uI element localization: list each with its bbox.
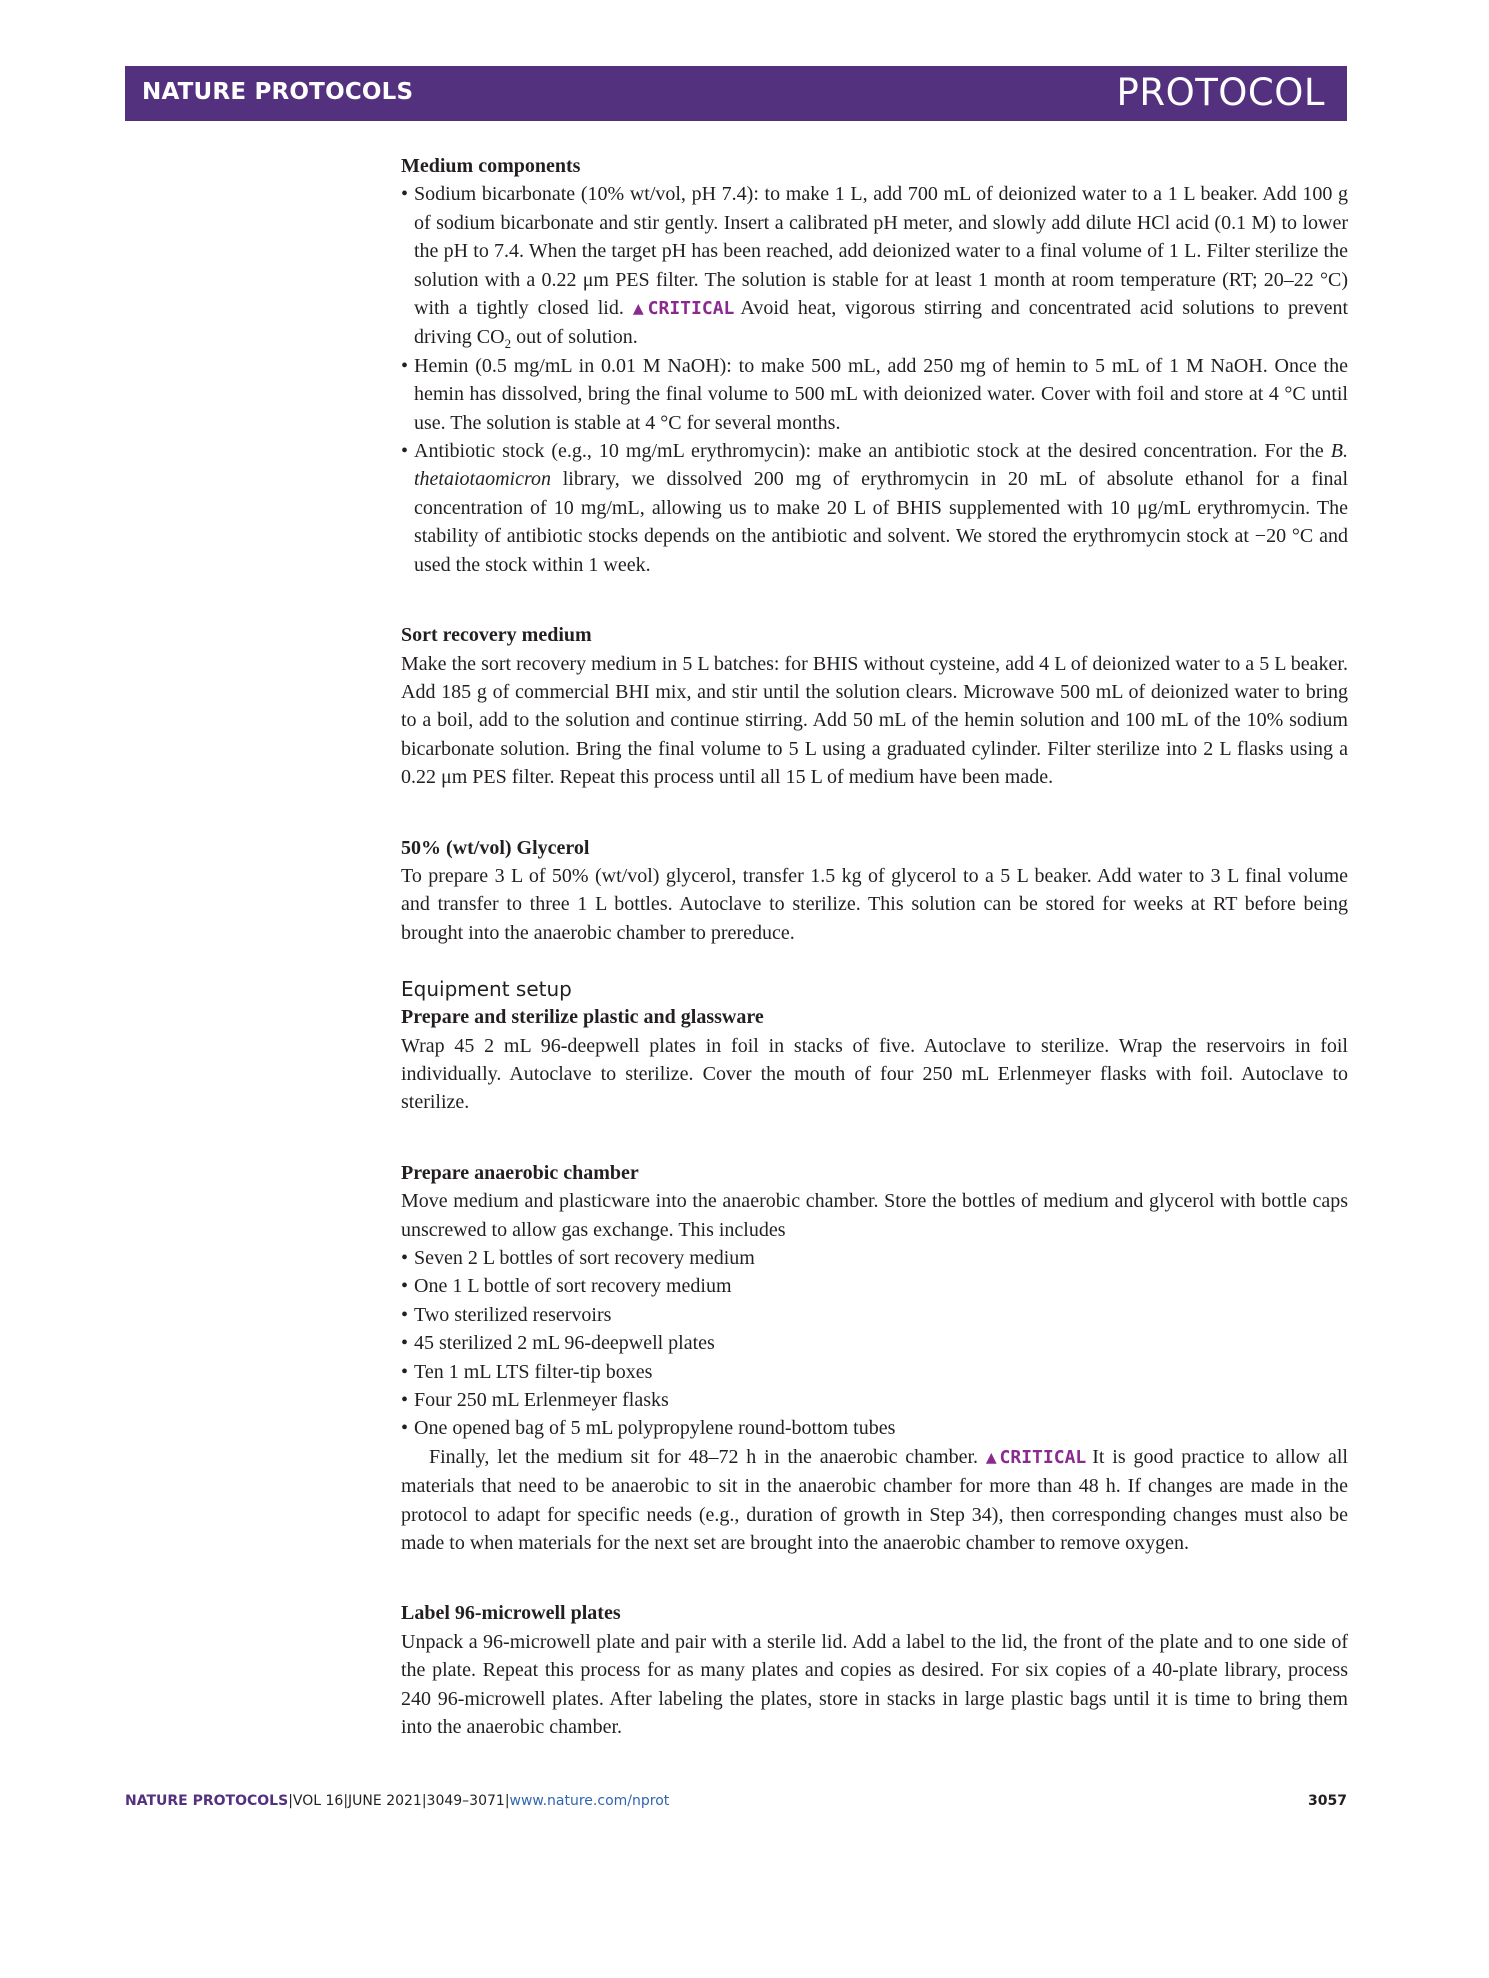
item-text: Seven 2 L bottles of sort recovery medium <box>414 1247 755 1269</box>
item-text: Hemin (0.5 mg/mL in 0.01 M NaOH): to make 500 mL, add 250 mg of hemin to 5 mL of 1 M NaOH. Once the hemin has dissolved, bring the final volume to 500 mL with deionized water. Cover with foil and store at 4 °C until use. The solution is stable at 4 °C for several months. <box>414 354 1348 434</box>
footer-separator: | <box>343 1793 349 1809</box>
glycerol-heading: 50% (wt/vol) Glycerol <box>401 836 590 859</box>
list-item <box>401 1272 1348 1300</box>
footer-separator: | <box>288 1793 293 1809</box>
bullet-icon: • <box>401 1303 409 1326</box>
item-text: Sodium bicarbonate (10% wt/vol, pH 7.4): to make 1 L, add 700 mL of deionized water to a 1 L beaker. Add 100 g of sodium bicarbonate and stir gently. Insert a calibrated pH meter, and slowly add dilute HCl acid (0.1 M) to lower the pH to 7.4. When the target pH has been reached, add deionized water to a final volume of 1 L. Filter sterilize the solution with a 0.22 μm PES filter. The solution is stable for at least 1 month at room temperature (RT; 20–22 °C) with a tightly closed lid. <box>414 183 1348 320</box>
item-text: One 1 L bottle of sort recovery medium <box>414 1275 732 1298</box>
sort-recovery-text: Make the sort recovery medium in 5 L batches: for BHIS without cysteine, add 4 L of deionized water to a 5 L beaker. Add 185 g of commercial BHI mix, and stir until the solution clears. Microwave 500 mL of deionized water to bring to a boil, add to the solution and continue stirring. Add 50 mL of the hemin solution and 100 mL of the 10% sodium bicarbonate solution. Bring the final volume to 5 L using a graduated cylinder. Filter sterilize into 2 L flasks using a 0.22 μm PES filter. Repeat this process until all 15 L of medium have been made. <box>401 652 1348 789</box>
page-number: 3057 <box>1308 1793 1347 1809</box>
article-type: PROTOCOL <box>1116 71 1325 114</box>
bullet-icon: • <box>401 1275 409 1298</box>
list-item <box>401 1301 1348 1329</box>
bullet-icon: • <box>401 354 409 377</box>
sort-recovery-heading: Sort recovery medium <box>401 624 592 647</box>
glycerol-text: To prepare 3 L of 50% (wt/vol) glycerol, transfer 1.5 kg of glycerol to a 5 L beaker. Add water to 3 L final volume and transfer to three 1 L bottles. Autoclave to sterilize. This solution can be stored for weeks at RT before being brought into the anaerobic chamber to prereduce. <box>401 864 1348 944</box>
subscript: 2 <box>504 336 512 352</box>
critical-text-end: out of solution. <box>511 326 638 349</box>
item-text: Four 250 mL Erlenmeyer flasks <box>414 1389 669 1412</box>
bullet-icon: • <box>401 1247 409 1269</box>
medium-components-list <box>401 180 1348 579</box>
bullet-icon: • <box>401 440 409 463</box>
footer-separator: | <box>421 1793 427 1809</box>
list-item <box>401 1329 1348 1357</box>
page-footer <box>125 1793 1347 1809</box>
anaerobic-chamber-heading: Prepare anaerobic chamber <box>401 1161 639 1184</box>
item-text: One opened bag of 5 mL polypropylene round-bottom tubes <box>414 1417 896 1440</box>
list-item <box>401 437 1348 579</box>
plastic-glassware-heading: Prepare and sterilize plastic and glassware <box>401 1006 764 1029</box>
chamber-final-paragraph <box>401 1443 1348 1558</box>
list-item <box>401 1414 1348 1442</box>
journal-header-banner <box>125 66 1347 121</box>
list-item <box>401 1244 1348 1272</box>
anaerobic-chamber-text: Move medium and plasticware into the anaerobic chamber. Store the bottles of medium and glycerol with bottle caps unscrewed to allow gas exchange. This includes <box>401 1190 1348 1241</box>
footer-volume: VOL 16 <box>292 1793 344 1809</box>
final-text: Finally, let the medium sit for 48–72 h in the anaerobic chamber. <box>429 1445 979 1468</box>
footer-separator: | <box>504 1793 510 1809</box>
journal-name: NATURE PROTOCOLS <box>142 79 414 105</box>
footer-journal: NATURE PROTOCOLS <box>125 1793 289 1809</box>
critical-text: It is good practice to allow all materials that need to be anaerobic to sit in the anaerobic chamber for more than 48 h. If changes are made in the protocol to adapt for specific needs (e.g., duration of growth in Step 34), then corresponding changes must also be made to when materials for the next set are brought into the anaerobic chamber to remove oxygen. <box>401 1445 1348 1555</box>
chamber-items-list <box>401 1244 1348 1443</box>
label-plates-text: Unpack a 96-microwell plate and pair with a sterile lid. Add a label to the lid, the front of the plate and to one side of the plate. Repeat this process for as many plates and copies as desired. For six copies of a 40-plate library, process 240 96-microwell plates. After labeling the plates, store in stacks in large plastic bags until it is time to bring them into the anaerobic chamber. <box>401 1630 1348 1739</box>
item-text: Ten 1 mL LTS filter-tip boxes <box>414 1360 653 1383</box>
critical-marker <box>633 298 735 319</box>
list-item <box>401 352 1348 437</box>
page-body <box>401 152 1348 1742</box>
warning-triangle-icon: ▲ <box>632 298 648 320</box>
warning-triangle-icon: ▲ <box>985 1446 1000 1468</box>
item-text: Antibiotic stock (e.g., 10 mg/mL erythromycin): make an antibiotic stock at the desired concentration. For the <box>414 440 1331 463</box>
critical-text: Avoid heat, vigorous stirring and concentrated acid solutions to prevent driving CO <box>414 297 1348 349</box>
critical-marker <box>986 1447 1086 1468</box>
item-text: 45 sterilized 2 mL 96-deepwell plates <box>414 1332 715 1355</box>
footer-url-link[interactable]: www.nature.com/nprot <box>509 1793 670 1809</box>
bullet-icon: • <box>401 183 409 206</box>
list-item <box>401 1358 1348 1386</box>
list-item <box>401 1386 1348 1414</box>
species-name: B. thetaiotaomicron <box>414 440 1348 491</box>
footer-pages: 3049–3071 <box>426 1793 505 1809</box>
item-text-end: library, we dissolved 200 mg of erythromycin in 20 mL of absolute ethanol for a final concentration of 10 mg/mL, allowing us to make 20 L of BHIS supplemented with 10 μg/mL erythromycin. The stability of antibiotic stocks depends on the antibiotic and solvent. We stored the erythromycin stock at −20 °C and used the stock within 1 week. <box>414 468 1348 576</box>
bullet-icon: • <box>401 1389 409 1412</box>
bullet-icon: • <box>401 1417 409 1440</box>
footer-date: JUNE 2021 <box>348 1793 422 1809</box>
bullet-icon: • <box>401 1360 409 1383</box>
bullet-icon: • <box>401 1332 409 1355</box>
critical-label: CRITICAL <box>647 298 735 320</box>
medium-components-heading: Medium components <box>401 155 581 177</box>
list-item <box>401 180 1348 351</box>
item-text: Two sterilized reservoirs <box>414 1303 612 1326</box>
label-plates-heading: Label 96-microwell plates <box>401 1602 621 1625</box>
equipment-setup-heading: Equipment setup <box>401 977 572 1002</box>
plastic-glassware-text: Wrap 45 2 mL 96-deepwell plates in foil in stacks of five. Autoclave to sterilize. Wrap the reservoirs in foil individually. Autoclave to sterilize. Cover the mouth of four 250 mL Erlenmeyer flasks with foil. Autoclave to sterilize. <box>401 1034 1348 1114</box>
critical-label: CRITICAL <box>999 1446 1087 1468</box>
